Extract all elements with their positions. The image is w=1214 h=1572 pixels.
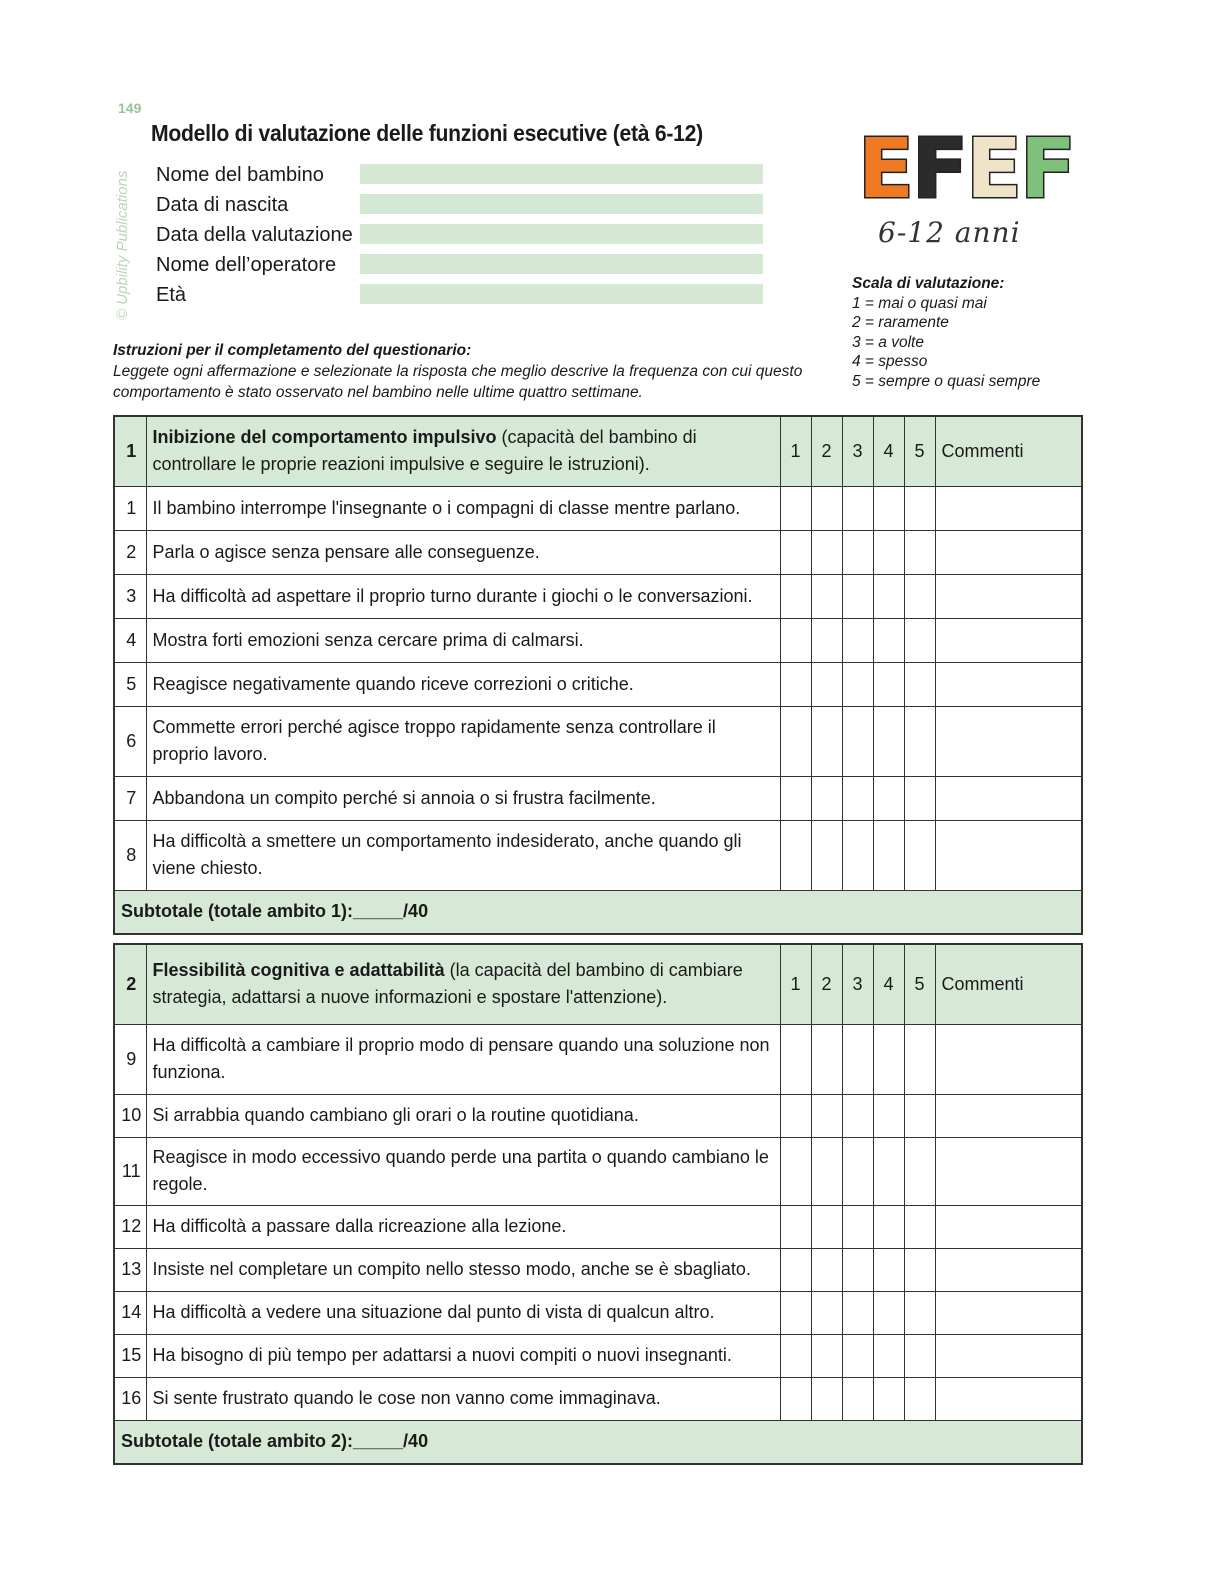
page-title: Modello di valutazione delle funzioni esecutive (età 6-12) (151, 120, 703, 146)
logo-age-range: 6-12 anni (878, 216, 1021, 249)
question-number: 5 (114, 662, 146, 706)
score-header-2: 2 (811, 944, 842, 1024)
score-cell-1[interactable] (780, 1377, 811, 1420)
question-text: Abbandona un compito perché si annoia o si frustra facilmente. (146, 776, 780, 820)
score-cell-5[interactable] (904, 820, 935, 890)
question-text: Insiste nel completare un compito nello stesso modo, anche se è sbagliato. (146, 1248, 780, 1291)
comment-cell[interactable] (935, 1291, 1082, 1334)
score-cell-1[interactable] (780, 1094, 811, 1137)
question-number: 10 (114, 1094, 146, 1137)
score-cell-3[interactable] (842, 1291, 873, 1334)
score-header-3: 3 (842, 416, 873, 486)
score-cell-5[interactable] (904, 486, 935, 530)
score-cell-3[interactable] (842, 706, 873, 776)
question-number: 13 (114, 1248, 146, 1291)
question-row (114, 776, 1082, 820)
score-cell-5[interactable] (904, 1137, 935, 1205)
score-cell-3[interactable] (842, 776, 873, 820)
question-text: Ha difficoltà ad aspettare il proprio turno durante i giochi o le conversazioni. (146, 574, 780, 618)
comment-cell[interactable] (935, 574, 1082, 618)
comment-cell[interactable] (935, 486, 1082, 530)
question-row (114, 1094, 1082, 1137)
score-header-1: 1 (780, 944, 811, 1024)
score-cell-5[interactable] (904, 1334, 935, 1377)
question-text: Reagisce in modo eccessivo quando perde una partita o quando cambiano le regole. (146, 1137, 780, 1205)
score-cell-1[interactable] (780, 820, 811, 890)
score-cell-2[interactable] (811, 530, 842, 574)
score-cell-5[interactable] (904, 662, 935, 706)
score-cell-3[interactable] (842, 662, 873, 706)
question-row (114, 1334, 1082, 1377)
question-text: Ha bisogno di più tempo per adattarsi a nuovi compiti o nuovi insegnanti. (146, 1334, 780, 1377)
subtotal-label: Subtotale (totale ambito 1):_____/40 (114, 890, 1082, 934)
child-info-form (156, 160, 766, 310)
comment-cell[interactable] (935, 706, 1082, 776)
score-cell-2[interactable] (811, 1205, 842, 1248)
question-row (114, 486, 1082, 530)
instructions-text: Leggete ogni affermazione e selezionate la risposta che meglio descrive la frequenza con cui questo comportamento è stato osservato nel bambino nelle ultime quattro settimane. (113, 363, 803, 401)
question-text: Ha difficoltà a smettere un comportamento indesiderato, anche quando gli viene chiesto. (146, 820, 780, 890)
question-text: Reagisce negativamente quando riceve correzioni o critiche. (146, 662, 780, 706)
comment-cell[interactable] (935, 1377, 1082, 1420)
score-cell-2[interactable] (811, 618, 842, 662)
score-cell-2[interactable] (811, 776, 842, 820)
child-name-input[interactable] (360, 164, 763, 184)
score-cell-5[interactable] (904, 618, 935, 662)
score-cell-1[interactable] (780, 662, 811, 706)
score-cell-5[interactable] (904, 706, 935, 776)
score-cell-3[interactable] (842, 1377, 873, 1420)
section-2-table (113, 943, 1083, 1465)
question-number: 11 (114, 1137, 146, 1205)
logo-letter: F (912, 122, 967, 217)
score-cell-3[interactable] (842, 1094, 873, 1137)
question-number: 1 (114, 486, 146, 530)
comment-cell[interactable] (935, 1334, 1082, 1377)
efef-logo (858, 122, 1075, 260)
question-text: Ha difficoltà a cambiare il proprio modo di pensare quando una soluzione non funziona. (146, 1024, 780, 1094)
question-row (114, 662, 1082, 706)
subtotal-label: Subtotale (totale ambito 2):_____/40 (114, 1420, 1082, 1464)
rating-scale-item: 4 = spesso (852, 353, 928, 370)
section-number: 2 (114, 944, 146, 1024)
section-title-description: (capacità del bambino di controllare le proprie reazioni impulsive e seguire le istruzioni). (152, 427, 697, 475)
score-cell-4[interactable] (873, 1248, 904, 1291)
question-number: 6 (114, 706, 146, 776)
question-number: 3 (114, 574, 146, 618)
score-cell-2[interactable] (811, 662, 842, 706)
field-label: Età (156, 283, 187, 306)
score-cell-1[interactable] (780, 1334, 811, 1377)
comments-header: Commenti (935, 416, 1082, 486)
score-cell-1[interactable] (780, 776, 811, 820)
score-cell-1[interactable] (780, 1291, 811, 1334)
question-number: 15 (114, 1334, 146, 1377)
question-text: Si sente frustrato quando le cose non vanno come immaginava. (146, 1377, 780, 1420)
score-cell-3[interactable] (842, 1248, 873, 1291)
score-cell-4[interactable] (873, 1291, 904, 1334)
score-header-4: 4 (873, 416, 904, 486)
score-cell-5[interactable] (904, 574, 935, 618)
score-cell-3[interactable] (842, 486, 873, 530)
question-row (114, 1291, 1082, 1334)
question-text: Ha difficoltà a vedere una situazione dal punto di vista di qualcun altro. (146, 1291, 780, 1334)
score-header-1: 1 (780, 416, 811, 486)
comment-cell[interactable] (935, 530, 1082, 574)
question-row (114, 1205, 1082, 1248)
comment-cell[interactable] (935, 1248, 1082, 1291)
score-cell-3[interactable] (842, 530, 873, 574)
score-cell-1[interactable] (780, 530, 811, 574)
logo-letter: E (966, 122, 1021, 217)
field-age (156, 280, 766, 310)
score-cell-5[interactable] (904, 1377, 935, 1420)
question-text: Mostra forti emozioni senza cercare prima di calmarsi. (146, 618, 780, 662)
score-cell-3[interactable] (842, 618, 873, 662)
instructions-title: Istruzioni per il completamento del questionario: (113, 342, 472, 359)
field-label: Nome del bambino (156, 163, 324, 186)
question-row (114, 1377, 1082, 1420)
score-cell-4[interactable] (873, 1334, 904, 1377)
score-cell-3[interactable] (842, 574, 873, 618)
question-number: 16 (114, 1377, 146, 1420)
score-cell-4[interactable] (873, 776, 904, 820)
section-header-row (114, 416, 1082, 486)
question-row (114, 1137, 1082, 1205)
comment-cell[interactable] (935, 618, 1082, 662)
score-cell-2[interactable] (811, 706, 842, 776)
score-cell-2[interactable] (811, 820, 842, 890)
question-text: Parla o agisce senza pensare alle conseguenze. (146, 530, 780, 574)
score-cell-2[interactable] (811, 1094, 842, 1137)
score-cell-5[interactable] (904, 1248, 935, 1291)
score-cell-1[interactable] (780, 486, 811, 530)
comment-cell[interactable] (935, 820, 1082, 890)
score-header-2: 2 (811, 416, 842, 486)
score-cell-4[interactable] (873, 1137, 904, 1205)
score-cell-1[interactable] (780, 1205, 811, 1248)
score-cell-4[interactable] (873, 1205, 904, 1248)
field-operator-name (156, 250, 766, 280)
question-number: 9 (114, 1024, 146, 1094)
score-cell-3[interactable] (842, 1137, 873, 1205)
rating-scale-title: Scala di valutazione: (852, 275, 1005, 292)
score-header-5: 5 (904, 416, 935, 486)
question-row (114, 1248, 1082, 1291)
score-cell-4[interactable] (873, 706, 904, 776)
question-number: 14 (114, 1291, 146, 1334)
comment-cell[interactable] (935, 1137, 1082, 1205)
section-title-description: (la capacità del bambino di cambiare strategia, adattarsi a nuove informazioni e spostare l'attenzione). (152, 960, 743, 1008)
score-cell-5[interactable] (904, 1205, 935, 1248)
section-title-bold: Inibizione del comportamento impulsivo (152, 427, 497, 448)
score-cell-5[interactable] (904, 776, 935, 820)
score-cell-2[interactable] (811, 1291, 842, 1334)
score-cell-3[interactable] (842, 1205, 873, 1248)
operator-name-input[interactable] (360, 254, 763, 274)
question-text: Il bambino interrompe l'insegnante o i compagni di classe mentre parlano. (146, 486, 780, 530)
field-label: Nome dell’operatore (156, 253, 337, 276)
question-text: Ha difficoltà a passare dalla ricreazione alla lezione. (146, 1205, 780, 1248)
comment-cell[interactable] (935, 776, 1082, 820)
section-title (146, 416, 780, 486)
section-1-table (113, 415, 1083, 935)
question-number: 4 (114, 618, 146, 662)
score-header-3: 3 (842, 944, 873, 1024)
rating-scale-item: 2 = raramente (852, 314, 949, 331)
score-cell-2[interactable] (811, 1137, 842, 1205)
score-cell-2[interactable] (811, 574, 842, 618)
score-cell-5[interactable] (904, 530, 935, 574)
subtotal-row (114, 1420, 1082, 1464)
question-row (114, 820, 1082, 890)
logo-letter: F (1020, 122, 1075, 217)
question-row (114, 574, 1082, 618)
field-birth-date (156, 190, 766, 220)
page-number: 149 (118, 100, 142, 116)
score-cell-4[interactable] (873, 1094, 904, 1137)
score-cell-1[interactable] (780, 1137, 811, 1205)
copyright-notice: © Upbility Publications (114, 170, 131, 320)
score-cell-1[interactable] (780, 1248, 811, 1291)
score-cell-4[interactable] (873, 574, 904, 618)
score-cell-4[interactable] (873, 1024, 904, 1094)
rating-scale-item: 3 = a volte (852, 333, 924, 351)
field-child-name (156, 160, 766, 190)
score-header-5: 5 (904, 944, 935, 1024)
comment-cell[interactable] (935, 1205, 1082, 1248)
score-cell-4[interactable] (873, 618, 904, 662)
question-number: 7 (114, 776, 146, 820)
section-number: 1 (114, 416, 146, 486)
question-number: 2 (114, 530, 146, 574)
comment-cell[interactable] (935, 1094, 1082, 1137)
assessment-date-input[interactable] (360, 224, 763, 244)
question-number: 8 (114, 820, 146, 890)
logo-letter: E (858, 122, 913, 217)
section-header-row (114, 944, 1082, 1024)
birth-date-input[interactable] (360, 194, 763, 214)
score-cell-1[interactable] (780, 618, 811, 662)
rating-scale-item: 1 = mai o quasi mai (852, 294, 987, 312)
score-cell-5[interactable] (904, 1024, 935, 1094)
instructions (113, 340, 833, 403)
rating-scale (852, 274, 1040, 391)
score-cell-3[interactable] (842, 1334, 873, 1377)
score-cell-2[interactable] (811, 1024, 842, 1094)
question-row (114, 706, 1082, 776)
question-row (114, 1024, 1082, 1094)
score-cell-1[interactable] (780, 1024, 811, 1094)
score-cell-5[interactable] (904, 1094, 935, 1137)
field-label: Data della valutazione (156, 223, 353, 246)
section-title-bold: Flessibilità cognitiva e adattabilità (152, 960, 445, 981)
score-cell-4[interactable] (873, 486, 904, 530)
score-cell-1[interactable] (780, 706, 811, 776)
score-cell-1[interactable] (780, 574, 811, 618)
section-title (146, 944, 780, 1024)
score-cell-4[interactable] (873, 1377, 904, 1420)
score-cell-3[interactable] (842, 820, 873, 890)
score-cell-2[interactable] (811, 1334, 842, 1377)
question-text: Commette errori perché agisce troppo rapidamente senza controllare il proprio lavoro. (146, 706, 780, 776)
question-row (114, 618, 1082, 662)
comment-cell[interactable] (935, 1024, 1082, 1094)
score-header-4: 4 (873, 944, 904, 1024)
age-input[interactable] (360, 284, 763, 304)
question-text: Si arrabbia quando cambiano gli orari o la routine quotidiana. (146, 1094, 780, 1137)
score-cell-4[interactable] (873, 530, 904, 574)
comment-cell[interactable] (935, 662, 1082, 706)
question-number: 12 (114, 1205, 146, 1248)
score-cell-3[interactable] (842, 1024, 873, 1094)
field-label: Data di nascita (156, 193, 289, 216)
subtotal-row (114, 890, 1082, 934)
comments-header: Commenti (935, 944, 1082, 1024)
score-cell-5[interactable] (904, 1291, 935, 1334)
rating-scale-item: 5 = sempre o quasi sempre (852, 372, 1041, 390)
field-assessment-date (156, 220, 766, 250)
score-cell-2[interactable] (811, 1377, 842, 1420)
score-cell-2[interactable] (811, 486, 842, 530)
score-cell-4[interactable] (873, 820, 904, 890)
question-row (114, 530, 1082, 574)
score-cell-4[interactable] (873, 662, 904, 706)
score-cell-2[interactable] (811, 1248, 842, 1291)
